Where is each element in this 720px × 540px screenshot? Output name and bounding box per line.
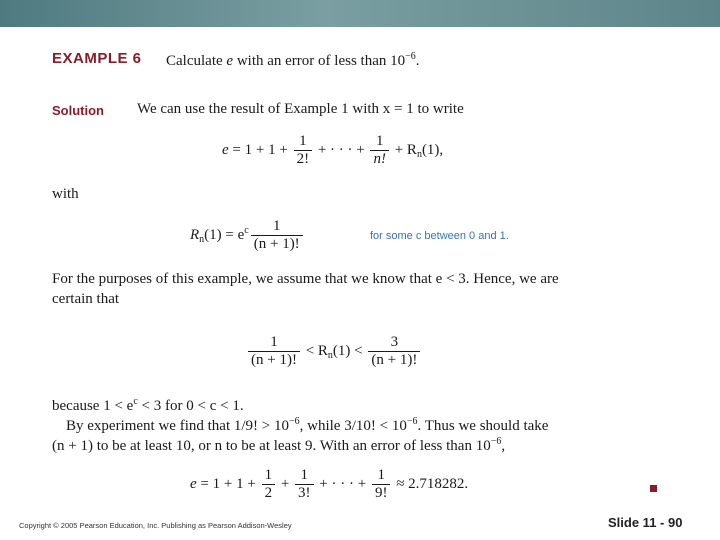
example-heading: EXAMPLE 6 [52, 50, 142, 67]
because-line-3: (n + 1) to be at least 10, or n to be at least 9. With an error of less than $10^{-6}$, [52, 436, 506, 454]
solution-intro: We can use the result of Example 1 with x = 1 to write [137, 101, 464, 117]
equation-remainder: $R_n(1) = e^c$ $\frac{1}{(n + 1)!}$ [190, 218, 305, 253]
with-label: with [52, 186, 79, 202]
slide-number: Slide 11 - 90 [608, 515, 683, 530]
example-task: Calculate e with an error of less than $10^{-6}$. [166, 51, 420, 69]
end-of-example-icon [650, 485, 657, 492]
remainder-note: for some c between 0 and 1. [370, 230, 509, 242]
equation-e-series: e = 1 + 1 + $\frac{1}{2!}$ + · · · + $\frac{1}{n!}$ + $R_n(1)$, [222, 133, 444, 167]
copyright-footer: Copyright © 2005 Pearson Education, Inc. Publishing as Pearson Addison-Wesley [19, 521, 292, 530]
solution-heading: Solution [52, 103, 104, 118]
top-banner [0, 0, 720, 27]
paragraph-line-1: For the purposes of this example, we assume that we know that e < 3. Hence, we are [52, 271, 559, 287]
because-line-2: By experiment we find that 1/9! > $10^{-6}$, while 3/10! < $10^{-6}$. Thus we should take [66, 416, 549, 434]
equation-bounds: $\frac{1}{(n + 1)!}$ < $R_n(1)$ < $\frac{3}{(n + 1)!}$ [246, 334, 422, 369]
paragraph-line-2: certain that [52, 291, 120, 307]
because-line-1: because $1 < e^c < 3$ for 0 < c < 1. [52, 396, 244, 414]
equation-result: e = 1 + 1 + $\frac{1}{2}$ + $\frac{1}{3!}$ + · · · + $\frac{1}{9!}$ ≈ 2.718282. [190, 467, 469, 501]
